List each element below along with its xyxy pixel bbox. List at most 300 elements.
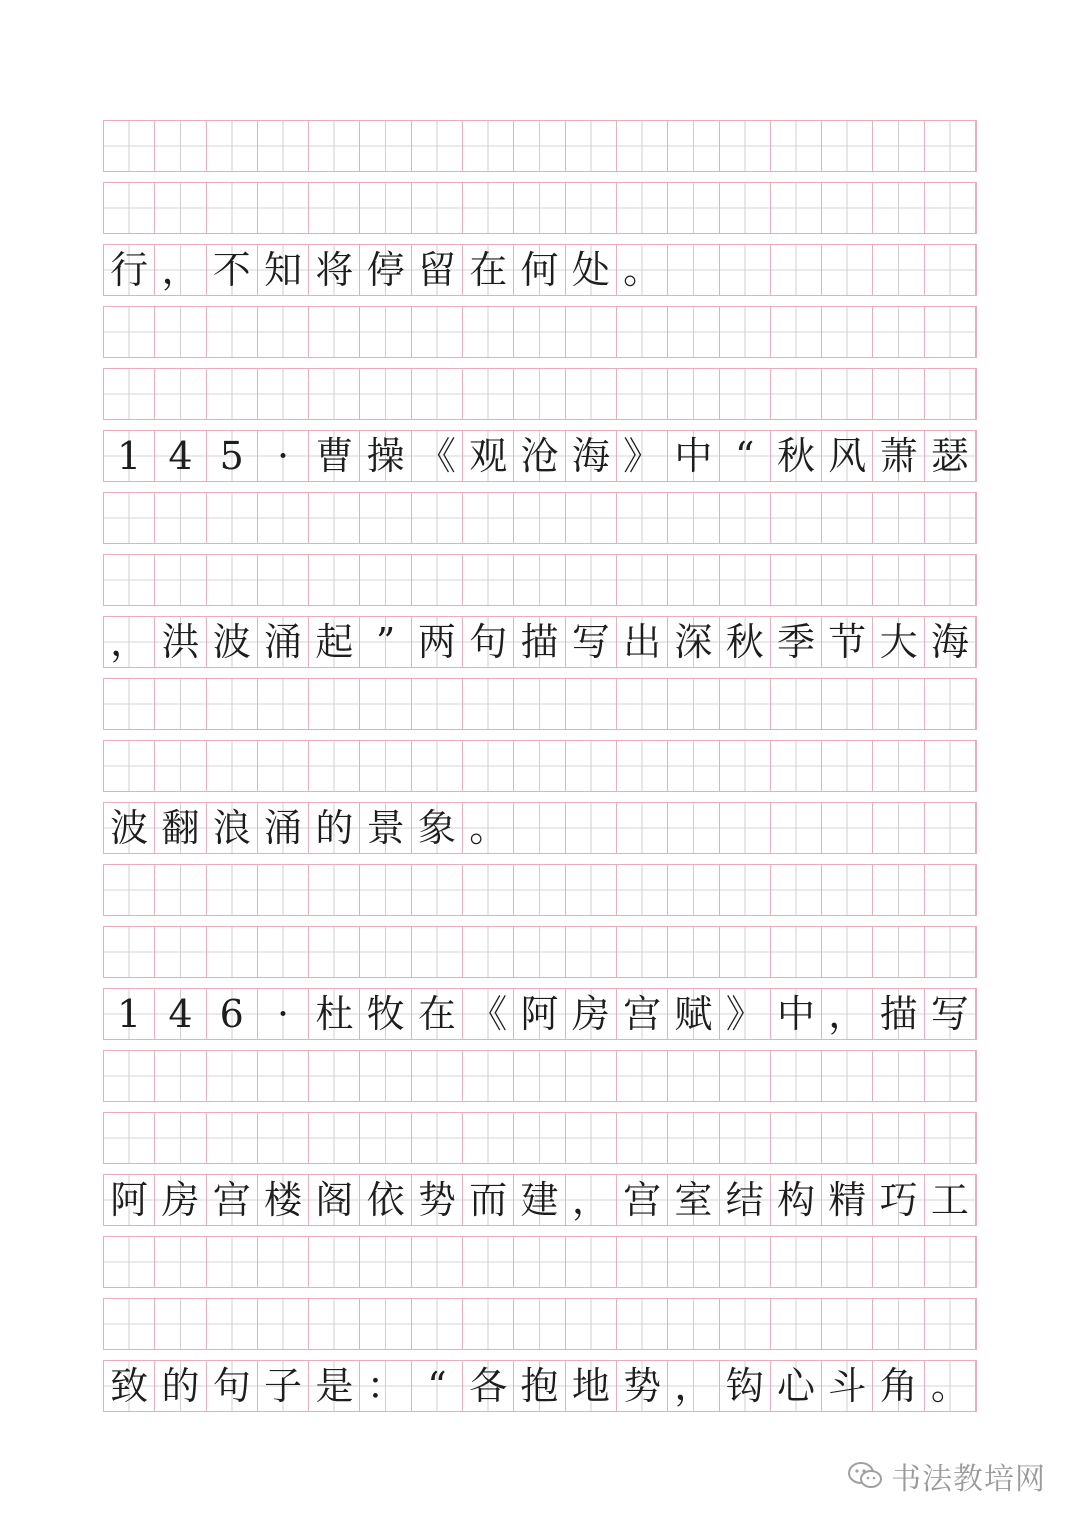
grid-cell [822, 307, 873, 357]
grid-cell [104, 307, 155, 357]
grid-cell [822, 865, 873, 915]
text-row [103, 988, 977, 1040]
blank-row [103, 864, 977, 916]
grid-cell [668, 183, 719, 233]
grid-cell [771, 1051, 822, 1101]
grid-cell [720, 803, 771, 853]
grid-cell [155, 679, 206, 729]
grid-cell [207, 183, 258, 233]
grid-cell [412, 1237, 463, 1287]
grid-cell: 室 [668, 1175, 719, 1225]
grid-cell [873, 741, 924, 791]
grid-cell [617, 1299, 668, 1349]
grid-cell [155, 307, 206, 357]
grid-cell [668, 1051, 719, 1101]
grid-cell [412, 121, 463, 171]
grid-cell: 瑟 [925, 431, 976, 481]
grid-cell [412, 927, 463, 977]
grid-cell [668, 369, 719, 419]
writing-grid-sheet [103, 120, 977, 1422]
grid-cell [822, 1051, 873, 1101]
grid-cell [360, 555, 411, 605]
grid-cell: 写 [925, 989, 976, 1039]
grid-cell [360, 1237, 411, 1287]
grid-cell [771, 865, 822, 915]
grid-cell: 萧 [873, 431, 924, 481]
grid-cell [360, 865, 411, 915]
grid-cell [412, 679, 463, 729]
grid-cell [309, 1237, 360, 1287]
grid-cell: 节 [822, 617, 873, 667]
grid-cell [668, 307, 719, 357]
grid-cell [668, 1299, 719, 1349]
grid-cell: 心 [771, 1361, 822, 1411]
grid-cell [104, 555, 155, 605]
grid-cell [207, 927, 258, 977]
grid-cell [155, 555, 206, 605]
grid-cell: 依 [360, 1175, 411, 1225]
grid-cell [771, 493, 822, 543]
grid-cell [155, 1237, 206, 1287]
grid-cell: 是 [309, 1361, 360, 1411]
grid-cell: 子 [258, 1361, 309, 1411]
grid-cell [873, 369, 924, 419]
grid-cell [720, 555, 771, 605]
grid-cell [309, 679, 360, 729]
grid-cell [309, 1299, 360, 1349]
grid-cell [771, 927, 822, 977]
grid-cell [566, 1237, 617, 1287]
grid-cell [360, 183, 411, 233]
grid-cell: 知 [258, 245, 309, 295]
grid-cell: 句 [207, 1361, 258, 1411]
grid-cell [412, 555, 463, 605]
grid-cell [104, 493, 155, 543]
grid-cell [566, 1113, 617, 1163]
grid-cell: 4 [155, 431, 206, 481]
grid-cell [668, 493, 719, 543]
grid-cell: 景 [360, 803, 411, 853]
grid-cell [771, 121, 822, 171]
grid-cell [258, 741, 309, 791]
grid-cell [566, 1051, 617, 1101]
grid-cell: 沧 [514, 431, 565, 481]
grid-cell [925, 865, 976, 915]
grid-cell: 的 [309, 803, 360, 853]
grid-cell [822, 245, 873, 295]
grid-cell [463, 369, 514, 419]
grid-cell: 各 [463, 1361, 514, 1411]
grid-cell [873, 927, 924, 977]
grid-cell: 起 [309, 617, 360, 667]
grid-cell [822, 121, 873, 171]
grid-cell: 。 [463, 803, 514, 853]
text-row [103, 430, 977, 482]
grid-cell: 观 [463, 431, 514, 481]
grid-cell [514, 1237, 565, 1287]
grid-cell: 《 [463, 989, 514, 1039]
grid-cell [925, 803, 976, 853]
grid-cell [566, 741, 617, 791]
grid-cell [207, 121, 258, 171]
grid-cell [412, 1051, 463, 1101]
grid-cell [873, 803, 924, 853]
grid-cell [360, 307, 411, 357]
grid-cell [617, 803, 668, 853]
grid-cell [925, 1051, 976, 1101]
grid-cell [668, 741, 719, 791]
grid-cell [720, 927, 771, 977]
grid-cell [258, 121, 309, 171]
grid-cell [617, 493, 668, 543]
grid-cell: 势 [412, 1175, 463, 1225]
grid-cell [668, 679, 719, 729]
grid-cell [514, 183, 565, 233]
grid-cell [258, 1051, 309, 1101]
grid-cell [566, 307, 617, 357]
grid-cell: 中 [668, 431, 719, 481]
grid-cell: 巧 [873, 1175, 924, 1225]
blank-row [103, 1050, 977, 1102]
grid-cell [514, 1113, 565, 1163]
grid-cell [309, 1051, 360, 1101]
grid-cell [822, 369, 873, 419]
grid-cell [207, 1051, 258, 1101]
grid-cell [258, 183, 309, 233]
grid-cell [668, 1113, 719, 1163]
blank-row [103, 1112, 977, 1164]
grid-cell: ， [668, 1361, 719, 1411]
grid-cell [873, 1299, 924, 1349]
grid-cell: ” [360, 617, 411, 667]
grid-cell [617, 307, 668, 357]
grid-cell [925, 1113, 976, 1163]
grid-cell: 致 [104, 1361, 155, 1411]
grid-cell: 抱 [514, 1361, 565, 1411]
grid-cell [463, 307, 514, 357]
grid-cell [771, 307, 822, 357]
grid-cell [155, 1113, 206, 1163]
grid-cell [463, 865, 514, 915]
grid-cell [207, 369, 258, 419]
grid-cell [822, 183, 873, 233]
grid-cell [412, 1113, 463, 1163]
grid-cell [822, 927, 873, 977]
grid-cell [566, 927, 617, 977]
grid-cell [771, 803, 822, 853]
grid-cell [873, 865, 924, 915]
grid-cell [873, 679, 924, 729]
grid-cell [104, 1237, 155, 1287]
grid-cell [463, 1237, 514, 1287]
grid-cell: “ [720, 431, 771, 481]
grid-cell [258, 493, 309, 543]
grid-cell: ， [104, 617, 155, 667]
grid-cell [360, 741, 411, 791]
grid-cell [617, 865, 668, 915]
grid-cell [104, 865, 155, 915]
blank-row [103, 368, 977, 420]
grid-cell [155, 1299, 206, 1349]
grid-cell: 精 [822, 1175, 873, 1225]
grid-cell: 秋 [720, 617, 771, 667]
wechat-icon [847, 1461, 883, 1491]
grid-cell: 。 [925, 1361, 976, 1411]
grid-cell [566, 183, 617, 233]
grid-cell: ， [822, 989, 873, 1039]
grid-cell [514, 555, 565, 605]
grid-cell [104, 369, 155, 419]
grid-cell: 翻 [155, 803, 206, 853]
grid-cell [668, 1237, 719, 1287]
grid-cell: 建 [514, 1175, 565, 1225]
grid-cell: 宫 [207, 1175, 258, 1225]
grid-cell [720, 1113, 771, 1163]
grid-cell [104, 679, 155, 729]
grid-cell: 钩 [720, 1361, 771, 1411]
grid-cell [668, 865, 719, 915]
grid-cell: 牧 [360, 989, 411, 1039]
grid-cell [771, 183, 822, 233]
grid-cell [155, 369, 206, 419]
grid-cell: 的 [155, 1361, 206, 1411]
grid-cell: 宫 [617, 989, 668, 1039]
grid-cell [668, 121, 719, 171]
grid-cell: 洪 [155, 617, 206, 667]
grid-cell [925, 369, 976, 419]
grid-cell: 海 [566, 431, 617, 481]
watermark-text: 书法教培网 [891, 1462, 1046, 1497]
grid-cell [873, 493, 924, 543]
grid-cell: 停 [360, 245, 411, 295]
grid-cell [514, 121, 565, 171]
grid-cell: 深 [668, 617, 719, 667]
grid-cell: 斗 [822, 1361, 873, 1411]
grid-cell [360, 1299, 411, 1349]
grid-cell: “ [412, 1361, 463, 1411]
grid-cell [207, 1237, 258, 1287]
grid-cell: · [258, 431, 309, 481]
grid-cell [617, 121, 668, 171]
grid-cell [771, 369, 822, 419]
blank-row [103, 492, 977, 544]
grid-cell [514, 803, 565, 853]
grid-cell [617, 927, 668, 977]
grid-cell: 何 [514, 245, 565, 295]
grid-cell [258, 1299, 309, 1349]
grid-cell [566, 121, 617, 171]
watermark [847, 1454, 1046, 1498]
text-row [103, 1360, 977, 1412]
grid-cell: 出 [617, 617, 668, 667]
grid-cell [207, 1113, 258, 1163]
grid-cell [412, 183, 463, 233]
grid-cell [104, 927, 155, 977]
grid-cell [720, 1237, 771, 1287]
grid-cell [514, 679, 565, 729]
grid-cell [771, 679, 822, 729]
grid-cell: 波 [207, 617, 258, 667]
grid-cell: 阿 [514, 989, 565, 1039]
grid-cell [925, 741, 976, 791]
blank-row [103, 554, 977, 606]
grid-cell [514, 741, 565, 791]
grid-cell [822, 1113, 873, 1163]
grid-cell: 描 [514, 617, 565, 667]
text-row [103, 244, 977, 296]
grid-cell: 1 [104, 989, 155, 1039]
grid-cell: 描 [873, 989, 924, 1039]
grid-cell [925, 555, 976, 605]
grid-cell [822, 741, 873, 791]
text-row [103, 1174, 977, 1226]
grid-cell: 5 [207, 431, 258, 481]
grid-cell [104, 1113, 155, 1163]
grid-cell: 不 [207, 245, 258, 295]
grid-cell: 地 [566, 1361, 617, 1411]
grid-cell [463, 1113, 514, 1163]
blank-row [103, 678, 977, 730]
grid-cell [207, 679, 258, 729]
grid-cell: 涌 [258, 617, 309, 667]
grid-cell [720, 369, 771, 419]
grid-cell [822, 1237, 873, 1287]
grid-cell [258, 307, 309, 357]
grid-cell: 浪 [207, 803, 258, 853]
grid-cell: 风 [822, 431, 873, 481]
grid-cell [822, 803, 873, 853]
grid-cell [617, 369, 668, 419]
grid-cell: 大 [873, 617, 924, 667]
grid-cell [566, 493, 617, 543]
grid-cell [463, 927, 514, 977]
grid-cell: 》 [720, 989, 771, 1039]
grid-cell [360, 927, 411, 977]
grid-cell [104, 741, 155, 791]
grid-cell [463, 1299, 514, 1349]
grid-cell: 留 [412, 245, 463, 295]
grid-cell [925, 1237, 976, 1287]
grid-cell [514, 369, 565, 419]
grid-cell [514, 493, 565, 543]
grid-cell [514, 1299, 565, 1349]
grid-cell [720, 245, 771, 295]
grid-cell [873, 555, 924, 605]
grid-cell: 》 [617, 431, 668, 481]
grid-cell: 宫 [617, 1175, 668, 1225]
grid-cell [309, 927, 360, 977]
grid-cell [925, 183, 976, 233]
grid-cell [720, 307, 771, 357]
grid-cell: 势 [617, 1361, 668, 1411]
grid-cell: 《 [412, 431, 463, 481]
grid-cell: 。 [617, 245, 668, 295]
grid-cell [617, 679, 668, 729]
grid-cell: 处 [566, 245, 617, 295]
grid-cell: 季 [771, 617, 822, 667]
grid-cell [873, 1113, 924, 1163]
grid-cell [873, 183, 924, 233]
grid-cell [104, 183, 155, 233]
grid-cell [463, 493, 514, 543]
grid-cell [822, 679, 873, 729]
grid-cell [822, 1299, 873, 1349]
grid-cell: 将 [309, 245, 360, 295]
grid-cell [566, 679, 617, 729]
grid-cell [360, 1113, 411, 1163]
blank-row [103, 1236, 977, 1288]
grid-cell: 楼 [258, 1175, 309, 1225]
grid-cell [155, 927, 206, 977]
grid-cell [720, 493, 771, 543]
grid-cell: 杜 [309, 989, 360, 1039]
grid-cell [720, 679, 771, 729]
grid-cell [309, 741, 360, 791]
grid-cell [258, 1237, 309, 1287]
grid-cell [771, 1299, 822, 1349]
grid-cell [412, 865, 463, 915]
grid-cell [309, 307, 360, 357]
grid-cell [566, 369, 617, 419]
grid-cell: 行 [104, 245, 155, 295]
grid-cell [258, 1113, 309, 1163]
grid-cell: 曹 [309, 431, 360, 481]
grid-cell: ： [360, 1361, 411, 1411]
grid-cell [566, 803, 617, 853]
grid-cell [771, 741, 822, 791]
grid-cell [309, 493, 360, 543]
grid-cell [720, 865, 771, 915]
grid-cell: 中 [771, 989, 822, 1039]
grid-cell [720, 741, 771, 791]
grid-cell [104, 1051, 155, 1101]
grid-cell [668, 555, 719, 605]
grid-cell: 4 [155, 989, 206, 1039]
grid-cell [617, 741, 668, 791]
blank-row [103, 182, 977, 234]
grid-cell: 工 [925, 1175, 976, 1225]
grid-cell [925, 927, 976, 977]
text-row [103, 802, 977, 854]
grid-cell [207, 741, 258, 791]
grid-cell [463, 1051, 514, 1101]
grid-cell [207, 307, 258, 357]
grid-cell [412, 1299, 463, 1349]
grid-cell [360, 121, 411, 171]
grid-cell [155, 1051, 206, 1101]
grid-cell [360, 369, 411, 419]
grid-cell [771, 1237, 822, 1287]
grid-cell [566, 1299, 617, 1349]
grid-cell: 写 [566, 617, 617, 667]
grid-cell [155, 121, 206, 171]
grid-cell [514, 927, 565, 977]
grid-cell [617, 183, 668, 233]
grid-cell [668, 803, 719, 853]
grid-cell [258, 369, 309, 419]
grid-cell [258, 865, 309, 915]
grid-cell: 海 [925, 617, 976, 667]
grid-cell [925, 493, 976, 543]
grid-cell: ， [155, 245, 206, 295]
grid-cell: 在 [412, 989, 463, 1039]
grid-cell [771, 555, 822, 605]
grid-cell: 角 [873, 1361, 924, 1411]
grid-cell [360, 493, 411, 543]
grid-cell [771, 1113, 822, 1163]
grid-cell [514, 1051, 565, 1101]
grid-cell: 而 [463, 1175, 514, 1225]
